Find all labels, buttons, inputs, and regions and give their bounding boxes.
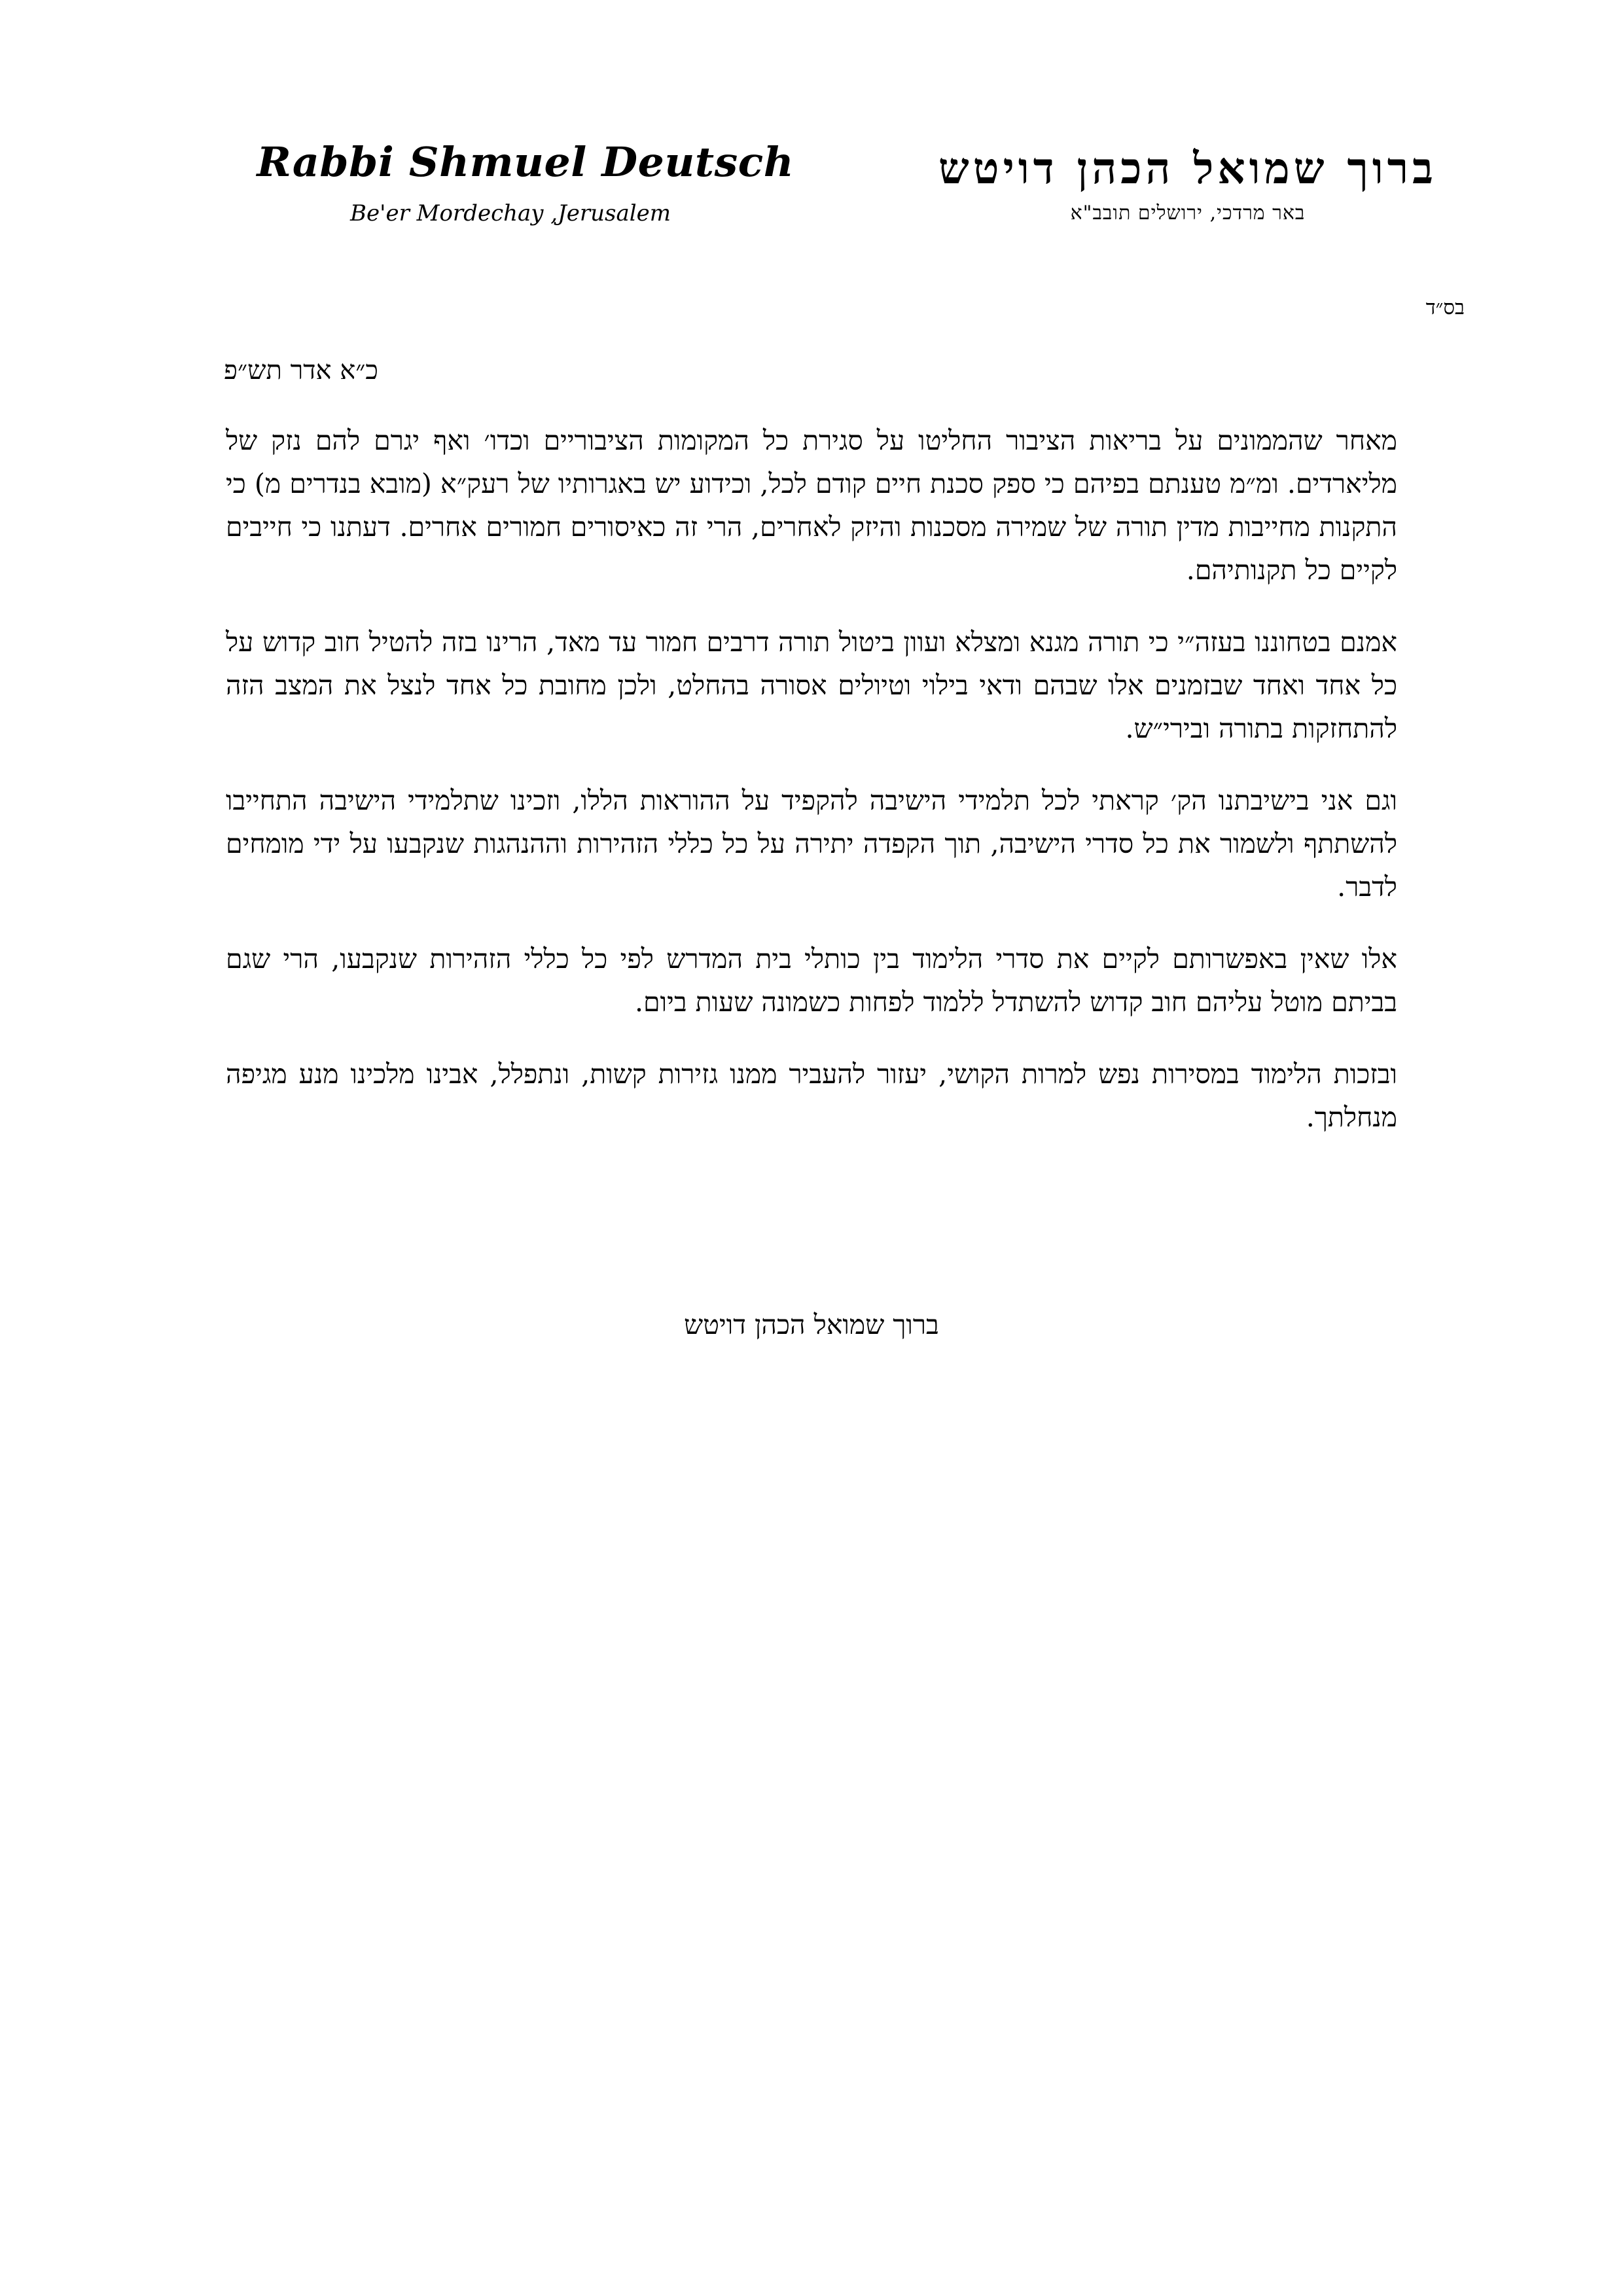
letterhead-english-subtitle: Be'er Mordechay ,Jerusalem <box>350 200 671 227</box>
letterhead-hebrew-name: ברוך שמואל הכהן דויטש <box>938 143 1437 194</box>
letter-body <box>226 419 1397 1168</box>
body-paragraph: וגם אני בישיבתנו הק׳ קראתי לכל תלמידי הישיבה להקפיד על ההוראות הללו, וזכינו שתלמידי הישיבה התחייבו להשתתף ולשמור את כל סדרי הישיבה, תוך הקפדה יתירה על כל כללי הזהירות וההנהגות שנקבעו על ידי מומחים לדבר. <box>226 785 1397 903</box>
letterhead <box>0 138 1623 278</box>
letterhead-english-name: Rabbi Shmuel Deutsch <box>257 138 794 186</box>
letterhead-english <box>257 138 794 227</box>
body-paragraph: אלו שאין באפשרותם לקיים את סדרי הלימוד בין כותלי בית המדרש לפי כל כללי הזהירות שנקבעו, הרי שגם בביתם מוטל עליהם חוב קדוש להשתדל ללמוד לפחות כשמונה שעות ביום. <box>226 943 1397 1018</box>
body-paragraph: ובזכות הלימוד במסירות נפש למרות הקושי, יעזור להעביר ממנו גזירות קשות, ונתפלל, אבינו מלכינו מנע מגיפה מנחלתך. <box>226 1058 1397 1133</box>
body-paragraph: מאחר שהממונים על בריאות הציבור החליטו על סגירת כל המקומות הציבוריים וכדו׳ ואף יגרם להם נזק של מליארדים. ומ״מ טענתם בפיהם כי ספק סכנת חיים קודם לכל, וכידוע יש באגרותיו של רעק״א (מובא בנדרים מ) כי התקנות מחייבות מדין תורה של שמירה מסכנות והיזק לאחרים, הרי זה כאיסורים חמורים אחרים. דעתנו כי חייבים לקיים כל תקנותיהם. <box>226 425 1397 586</box>
signature-line: ברוך שמואל הכהן דויטש <box>684 1309 939 1340</box>
letterhead-hebrew-subtitle: באר מרדכי, ירושלים תובב"א <box>1070 201 1306 224</box>
bsd-marker: בס״ד <box>1425 296 1465 319</box>
body-paragraph: אמנם בטחוננו בעזה״י כי תורה מגנא ומצלא ועוון ביטול תורה דרבים חמור עד מאד, הרינו בזה להטיל חוב קדוש על כל אחד ואחד שבזמנים אלו שבהם ודאי בילוי וטיולים אסורה בהחלט, ולכן מחובת כל אחד לנצל את המצב הזה להתחזקות בתורה ובירי״ש. <box>226 626 1397 744</box>
letter-date: כ״א אדר תש״פ <box>224 355 378 386</box>
letterhead-hebrew <box>936 145 1440 224</box>
